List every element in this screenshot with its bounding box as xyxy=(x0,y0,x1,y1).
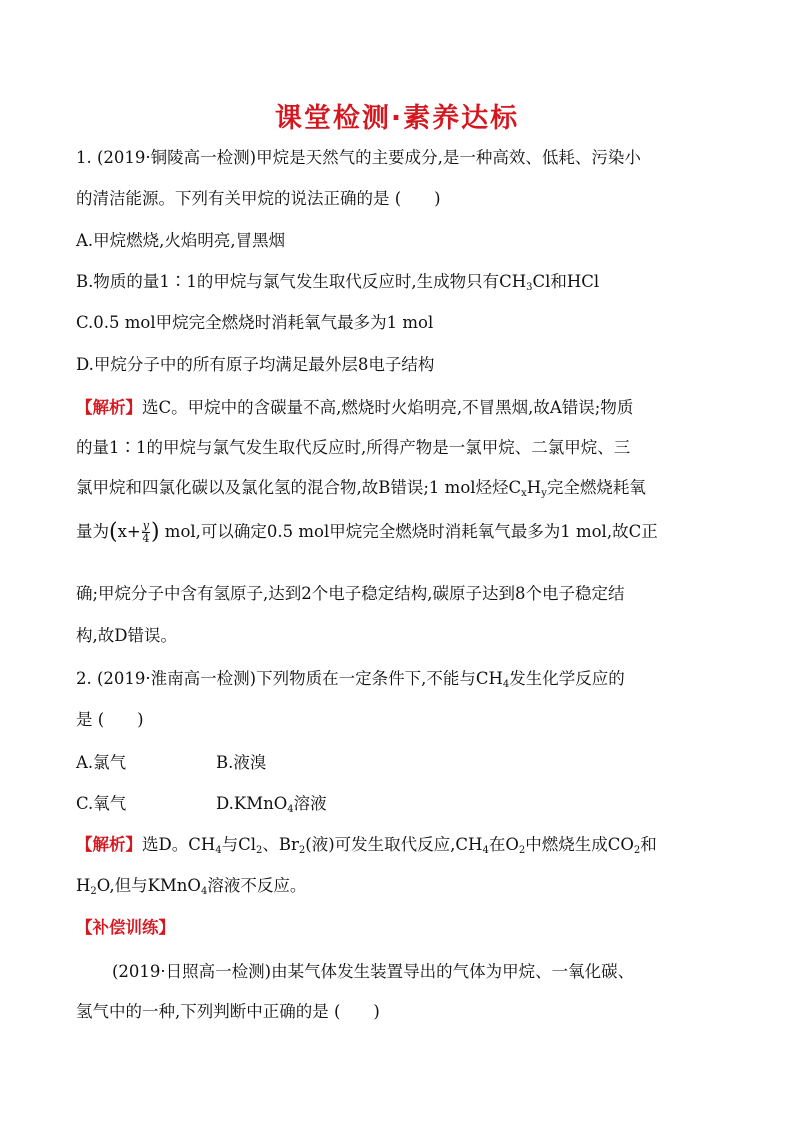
q2-option-d: D.KMnO$_4$溶液 xyxy=(216,794,327,815)
q1-analysis-line5: 确;甲烷分子中含有氢原子,达到2个电子稳定结构,碳原子达到8个电子稳定结 xyxy=(76,584,625,603)
supplement-tag: 【补偿训练】 xyxy=(76,918,175,937)
q1-stem-line1: 1. (2019·铜陵高一检测)甲烷是天然气的主要成分,是一种高效、低耗、污染小 xyxy=(76,148,641,167)
q2-stem-line2: 是 ( ) xyxy=(76,710,144,729)
q2-analysis-line1: 【解析】选D。$CH_4$与$Cl_2$、$Br_2$(液)可发生取代反应$,CH_4$在$O_2$中燃烧生成$CO_2$和 xyxy=(76,835,657,856)
q2-option-c: C.氧气 xyxy=(76,794,127,813)
q2-option-b: B.液溴 xyxy=(216,753,267,772)
q2-analysis-line2: $H_2O$,但与KMnO$_4$溶液不反应。 xyxy=(76,876,307,897)
q1-analysis-line3: 氯甲烷和四氯化碳以及氯化氢的混合物,故B错误;1 mol烃烃$C_xH_y$完全燃烧耗氧 xyxy=(76,478,646,499)
analysis-tag: 【解析】 xyxy=(76,835,142,854)
page-title: 课堂检测·素养达标 xyxy=(274,103,520,134)
q1-analysis-line1: 【解析】选C。甲烷中的含碳量不高,燃烧时火焰明亮,不冒黑烟,故A错误;物质 xyxy=(76,398,634,417)
q1-stem-line2: 的清洁能源。下列有关甲烷的说法正确的是 ( ) xyxy=(76,189,441,208)
q1-analysis-line4: 量为(x+ $\frac{y}{4}$ ) mol,可以确定0.5 mol甲烷完全燃烧时消耗氧气最多为1 mol,故C正 xyxy=(76,519,658,545)
q1-analysis-line2: 的量1∶1的甲烷与氯气发生取代反应时,所得产物是一氯甲烷、二氯甲烷、三 xyxy=(76,438,631,457)
analysis-tag: 【解析】 xyxy=(76,398,142,417)
fraction-y-over-4: $\frac{y}{4}$ xyxy=(142,519,150,545)
q1-option-c: C.0.5 mol甲烷完全燃烧时消耗氧气最多为1 mol xyxy=(76,313,434,332)
q1-option-a: A.甲烷燃烧,火焰明亮,冒黑烟 xyxy=(76,231,286,250)
q2-option-a: A.氯气 xyxy=(76,753,127,772)
q1-option-d: D.甲烷分子中的所有原子均满足最外层8电子结构 xyxy=(76,355,435,374)
q2-options-row2 xyxy=(76,792,327,816)
supplement-line1: (2019·日照高一检测)由某气体发生装置导出的气体为甲烷、一氧化碳、 xyxy=(112,962,635,981)
q1-option-b: B.物质的量1∶1的甲烷与氯气发生取代反应时,生成物只有$CH_3Cl$和HCl xyxy=(76,272,600,293)
q1-analysis-line6: 构,故D错误。 xyxy=(76,626,177,645)
q2-stem-line1: 2. (2019·淮南高一检测)下列物质在一定条件下,不能与$CH_4$发生化学反应的 xyxy=(76,669,625,690)
supplement-line2: 氢气中的一种,下列判断中正确的是 ( ) xyxy=(76,1002,380,1021)
q2-options-row1 xyxy=(76,751,266,775)
